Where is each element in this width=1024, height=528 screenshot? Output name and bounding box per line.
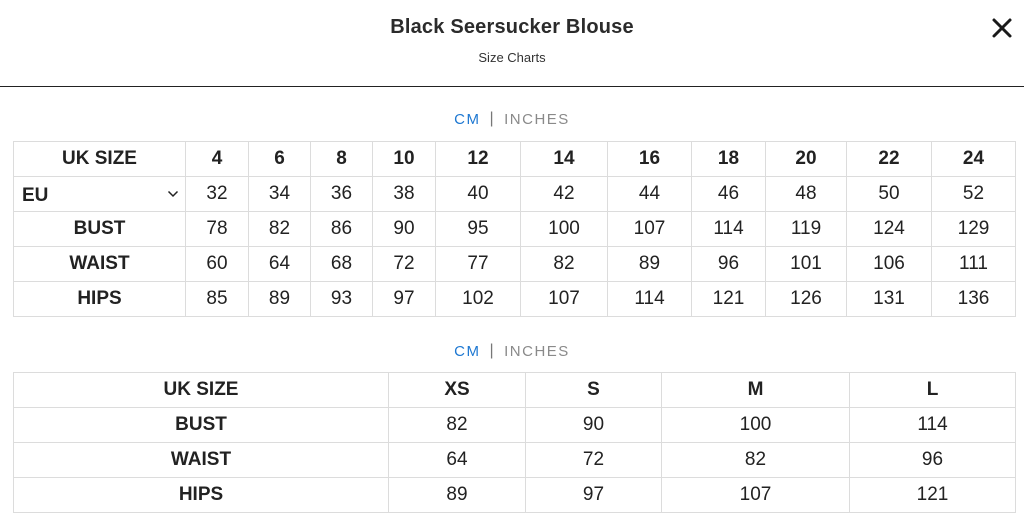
- table-cell: 89: [389, 478, 526, 513]
- size-header-cell: M: [662, 373, 850, 408]
- table-row: [14, 443, 1016, 478]
- size-header-cell: 6: [249, 142, 311, 177]
- table-cell: 77: [436, 247, 521, 282]
- table-cell: 119: [766, 212, 847, 247]
- table-cell: 46: [692, 177, 766, 212]
- unit-inches-option[interactable]: INCHES: [504, 342, 570, 360]
- table-cell: 114: [692, 212, 766, 247]
- size-header-cell: 24: [932, 142, 1016, 177]
- table-cell: 42: [521, 177, 608, 212]
- size-header-cell: 22: [847, 142, 932, 177]
- table-cell: 52: [932, 177, 1016, 212]
- size-header-cell: 8: [311, 142, 373, 177]
- unit-toggle-2: [0, 342, 1024, 360]
- table-cell: 90: [526, 408, 662, 443]
- table-cell: 82: [249, 212, 311, 247]
- modal-header: [0, 0, 1024, 87]
- table-cell: 82: [389, 408, 526, 443]
- uk-size-header: UK SIZE: [14, 373, 389, 408]
- table-cell: 82: [662, 443, 850, 478]
- size-header-cell: 14: [521, 142, 608, 177]
- table-cell: 124: [847, 212, 932, 247]
- table-cell: 72: [526, 443, 662, 478]
- table-cell: 97: [373, 282, 436, 317]
- table-cell: 85: [186, 282, 249, 317]
- table-cell: 72: [373, 247, 436, 282]
- chevron-down-icon[interactable]: [167, 189, 179, 199]
- table-cell: 126: [766, 282, 847, 317]
- table-cell: 48: [766, 177, 847, 212]
- table-cell: 106: [847, 247, 932, 282]
- table-header-row: [14, 142, 1016, 177]
- page-title: Black Seersucker Blouse: [390, 16, 634, 38]
- table-cell: 82: [521, 247, 608, 282]
- size-chart-letter: [13, 372, 1016, 513]
- table-cell: 90: [373, 212, 436, 247]
- table-row: [14, 177, 1016, 212]
- table-cell: 101: [766, 247, 847, 282]
- table-cell: 136: [932, 282, 1016, 317]
- table-cell: 32: [186, 177, 249, 212]
- table-cell: 102: [436, 282, 521, 317]
- size-header-cell: S: [526, 373, 662, 408]
- close-button[interactable]: [988, 14, 1016, 42]
- size-header-cell: 18: [692, 142, 766, 177]
- size-header-cell: 4: [186, 142, 249, 177]
- table-cell: 38: [373, 177, 436, 212]
- page-subtitle: Size Charts: [478, 50, 546, 65]
- table-row: [14, 212, 1016, 247]
- table-cell: 114: [608, 282, 692, 317]
- table-cell: 107: [608, 212, 692, 247]
- table-cell: 111: [932, 247, 1016, 282]
- table-cell: 40: [436, 177, 521, 212]
- row-label: WAIST: [14, 247, 186, 282]
- table-cell: 114: [850, 408, 1016, 443]
- table-row: [14, 408, 1016, 443]
- table-cell: 89: [608, 247, 692, 282]
- table-cell: 60: [186, 247, 249, 282]
- table-cell: 96: [850, 443, 1016, 478]
- table-cell: 50: [847, 177, 932, 212]
- table-cell: 129: [932, 212, 1016, 247]
- size-header-cell: 12: [436, 142, 521, 177]
- table-cell: 64: [389, 443, 526, 478]
- table-cell: 64: [249, 247, 311, 282]
- row-label: BUST: [14, 408, 389, 443]
- size-header-cell: 10: [373, 142, 436, 177]
- table-cell: 68: [311, 247, 373, 282]
- table-row: [14, 282, 1016, 317]
- table-cell: 93: [311, 282, 373, 317]
- size-header-cell: XS: [389, 373, 526, 408]
- table-cell: 89: [249, 282, 311, 317]
- row-label: WAIST: [14, 443, 389, 478]
- unit-cm-option[interactable]: CM: [454, 110, 481, 128]
- table-cell: 100: [662, 408, 850, 443]
- table-cell: 107: [521, 282, 608, 317]
- table-cell: 107: [662, 478, 850, 513]
- table-header-row: [14, 373, 1016, 408]
- unit-cm-option[interactable]: CM: [454, 342, 481, 360]
- table-cell: 86: [311, 212, 373, 247]
- row-label: HIPS: [14, 478, 389, 513]
- close-icon: [988, 14, 1016, 42]
- table-cell: 36: [311, 177, 373, 212]
- size-header-cell: 16: [608, 142, 692, 177]
- unit-separator: |: [489, 110, 496, 128]
- uk-size-header: UK SIZE: [14, 142, 186, 177]
- row-label: BUST: [14, 212, 186, 247]
- unit-separator: |: [489, 342, 496, 360]
- table-row: [14, 478, 1016, 513]
- table-cell: 131: [847, 282, 932, 317]
- region-select-value: EU: [22, 185, 49, 206]
- unit-toggle-1: [0, 110, 1024, 128]
- table-cell: 44: [608, 177, 692, 212]
- region-select[interactable]: [14, 177, 186, 212]
- size-header-cell: 20: [766, 142, 847, 177]
- table-cell: 121: [850, 478, 1016, 513]
- table-cell: 97: [526, 478, 662, 513]
- size-header-cell: L: [850, 373, 1016, 408]
- table-cell: 121: [692, 282, 766, 317]
- unit-inches-option[interactable]: INCHES: [504, 110, 570, 128]
- row-label: HIPS: [14, 282, 186, 317]
- size-chart-numeric: [13, 141, 1016, 317]
- table-cell: 78: [186, 212, 249, 247]
- table-cell: 34: [249, 177, 311, 212]
- table-cell: 96: [692, 247, 766, 282]
- table-cell: 100: [521, 212, 608, 247]
- table-cell: 95: [436, 212, 521, 247]
- table-row: [14, 247, 1016, 282]
